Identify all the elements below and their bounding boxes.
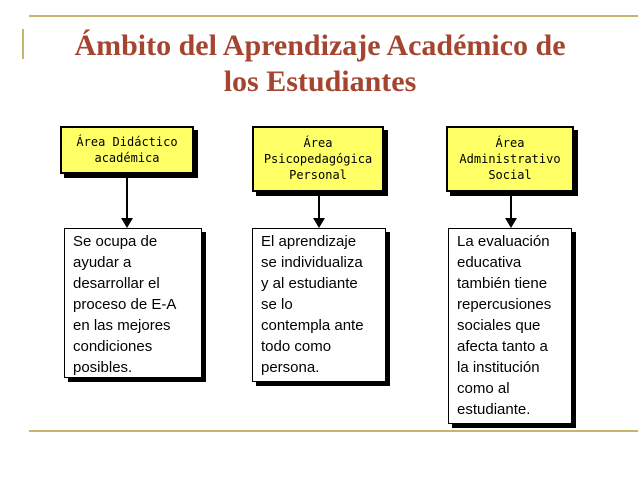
- body-line: la institución: [457, 359, 540, 376]
- body-line: ayudar a: [73, 254, 132, 271]
- body-line: repercusiones: [457, 296, 552, 313]
- body-line: desarrollar el: [73, 275, 160, 292]
- title-line-2: los Estudiantes: [223, 65, 417, 98]
- body-line: posibles.: [73, 359, 133, 376]
- arrow-didactico: [121, 176, 133, 228]
- title-line-1: Ámbito del Aprendizaje Académico de: [74, 29, 566, 62]
- body-line: se individualiza: [261, 254, 363, 271]
- heading-line: Área: [303, 136, 333, 150]
- description-box-psicopedagogica: [252, 228, 386, 382]
- arrow-psicopedagogica: [313, 194, 325, 228]
- body-line: Se ocupa de: [73, 233, 158, 250]
- heading-line: Administrativo: [459, 152, 561, 166]
- arrow-administrativo: [505, 194, 517, 228]
- description-box-administrativo: [448, 228, 572, 424]
- page-title: [30, 28, 610, 100]
- body-line: sociales que: [457, 317, 541, 334]
- heading-line: académica: [94, 151, 160, 165]
- description-box-didactico: [64, 228, 202, 378]
- body-line: como al: [457, 380, 510, 397]
- heading-line: Área Didáctico: [76, 135, 178, 149]
- body-line: afecta tanto a: [457, 338, 548, 355]
- body-line: también tiene: [457, 275, 548, 292]
- heading-line: Área: [495, 136, 525, 150]
- top-rule: [29, 15, 638, 17]
- heading-line: Social: [488, 168, 532, 182]
- body-line: en las mejores: [73, 317, 171, 334]
- heading-box-psicopedagogica: [252, 126, 384, 192]
- body-line: persona.: [261, 359, 320, 376]
- body-line: El aprendizaje: [261, 233, 357, 250]
- body-line: contempla ante: [261, 317, 364, 334]
- body-line: todo como: [261, 338, 332, 355]
- left-rule: [22, 29, 24, 59]
- heading-line: Psicopedagógica: [263, 152, 373, 166]
- body-line: La evaluación: [457, 233, 550, 250]
- heading-box-administrativo: [446, 126, 574, 192]
- body-line: estudiante.: [457, 401, 531, 418]
- heading-box-didactico: [60, 126, 194, 174]
- body-line: y al estudiante: [261, 275, 358, 292]
- body-line: educativa: [457, 254, 522, 271]
- heading-line: Personal: [289, 168, 347, 182]
- body-line: condiciones: [73, 338, 153, 355]
- body-line: se lo: [261, 296, 293, 313]
- bottom-rule: [29, 430, 638, 432]
- body-line: proceso de E-A: [73, 296, 177, 313]
